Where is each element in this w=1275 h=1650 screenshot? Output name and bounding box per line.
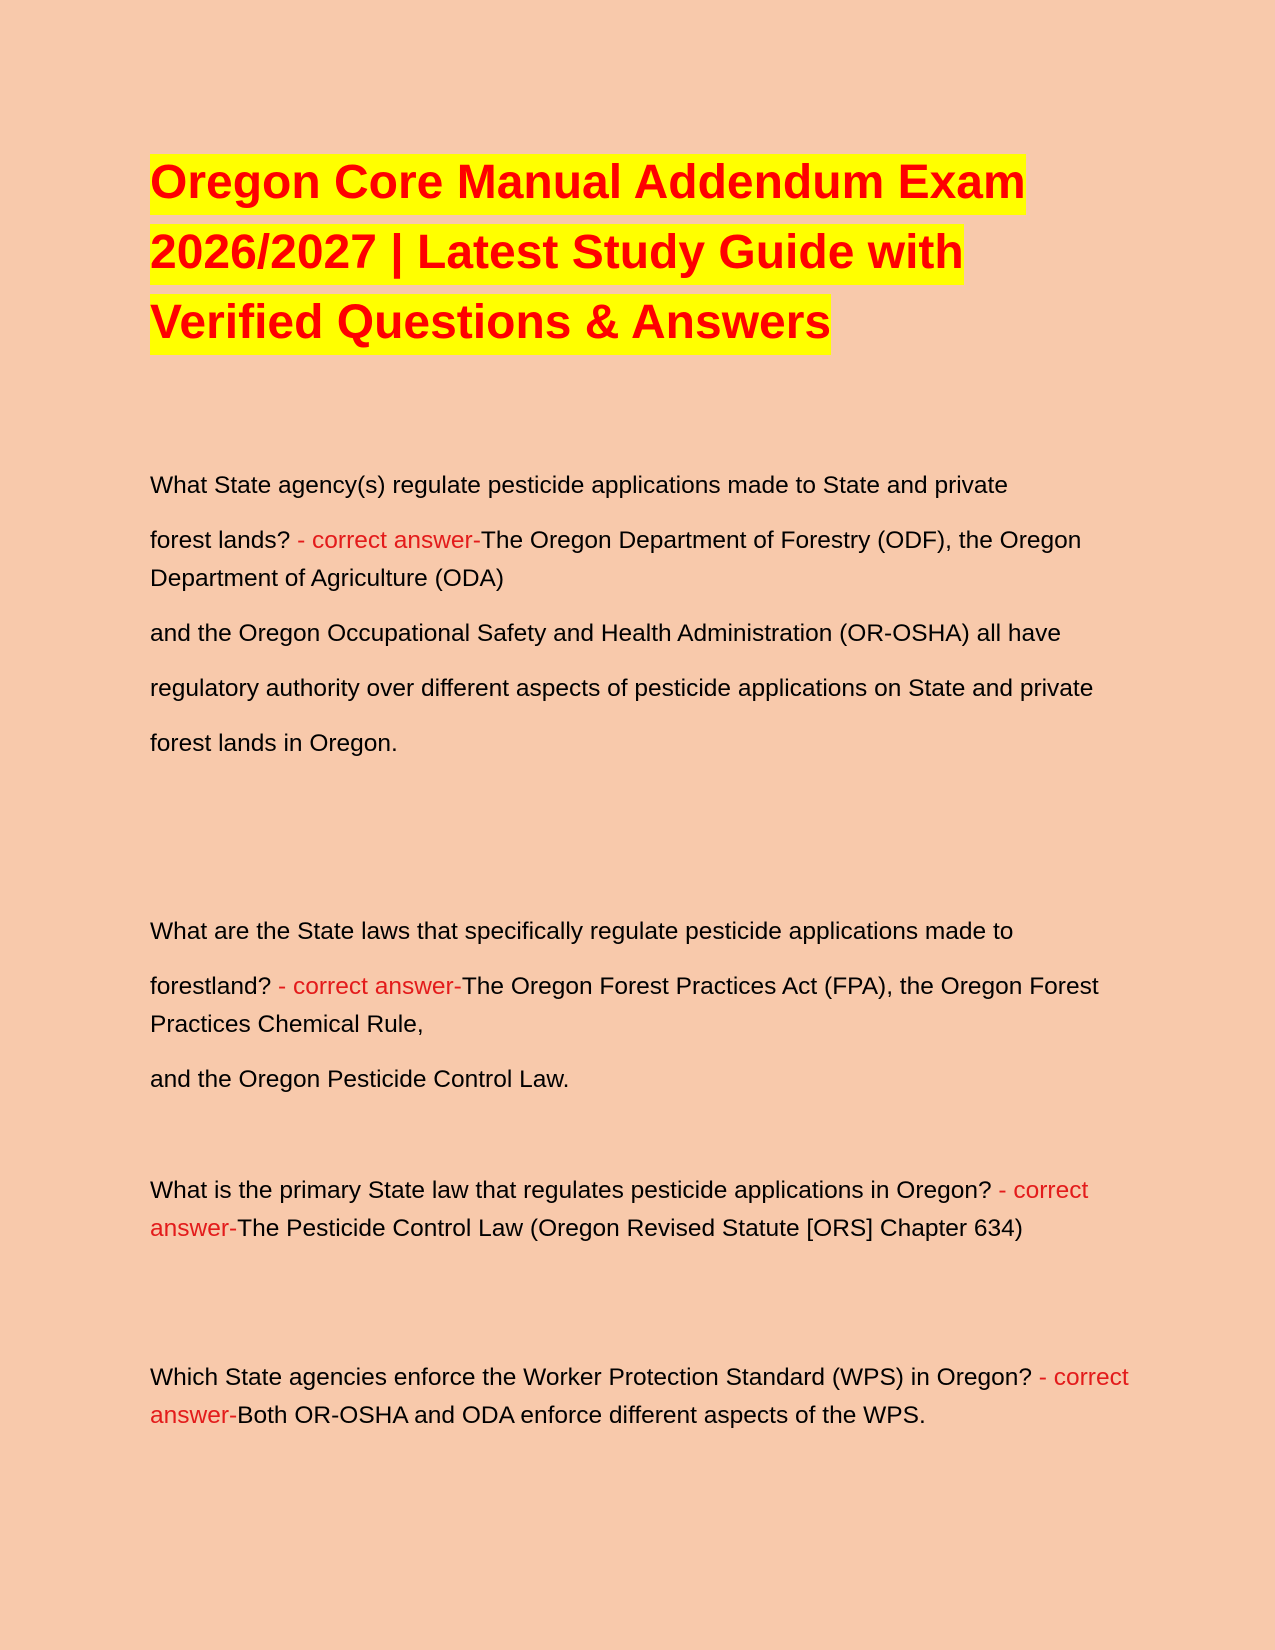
question-1-line-2 [150, 522, 1130, 598]
answer-1-text: The Oregon Department of Forestry (ODF), the Oregon Department of Agriculture (ODA) [150, 527, 1082, 592]
answer-1-line-3: regulatory authority over different aspects of pesticide applications on State and private [150, 675, 1094, 702]
qa-4-paragraph [150, 1359, 1130, 1435]
answer-marker-1: - correct answer- [297, 527, 481, 554]
answer-1-line-2: and the Oregon Occupational Safety and Health Administration (OR-OSHA) all have [150, 620, 1062, 647]
qa-item-1 [150, 467, 1130, 780]
title-highlight: Oregon Core Manual Addendum Exam 2026/2027 | Latest Study Guide with Verified Questions & Answers [150, 154, 1026, 355]
question-3-text: What is the primary State law that regulates pesticide applications in Oregon? [150, 1177, 992, 1204]
answer-marker-3: - correct answer- [150, 1177, 1089, 1242]
question-2-text: forestland? [150, 973, 272, 1000]
qa-3-paragraph [150, 1172, 1130, 1248]
question-1-line-1: What State agency(s) regulate pesticide applications made to State and private [150, 472, 1008, 499]
answer-2-text: The Oregon Forest Practices Act (FPA), the Oregon Forest Practices Chemical Rule, [150, 973, 1099, 1038]
answer-1-line-4: forest lands in Oregon. [150, 730, 398, 757]
answer-marker-4: - correct answer- [150, 1364, 1129, 1429]
question-1-text: forest lands? [150, 527, 291, 554]
answer-3-text: The Pesticide Control Law (Oregon Revised Statute [ORS] Chapter 634) [237, 1215, 1023, 1242]
question-2-line-1: What are the State laws that specifically regulate pesticide applications made to [150, 918, 1014, 945]
qa-item-3 [150, 1172, 1130, 1265]
answer-2-line-2: and the Oregon Pesticide Control Law. [150, 1066, 570, 1093]
question-4-text: Which State agencies enforce the Worker Protection Standard (WPS) in Oregon? [150, 1364, 1032, 1391]
qa-item-4 [150, 1359, 1130, 1452]
question-2-line-2 [150, 968, 1130, 1044]
document-title [150, 148, 1110, 358]
answer-4-text: Both OR-OSHA and ODA enforce different aspects of the WPS. [237, 1402, 926, 1429]
qa-item-2 [150, 913, 1130, 1116]
answer-marker-2: - correct answer- [278, 973, 462, 1000]
